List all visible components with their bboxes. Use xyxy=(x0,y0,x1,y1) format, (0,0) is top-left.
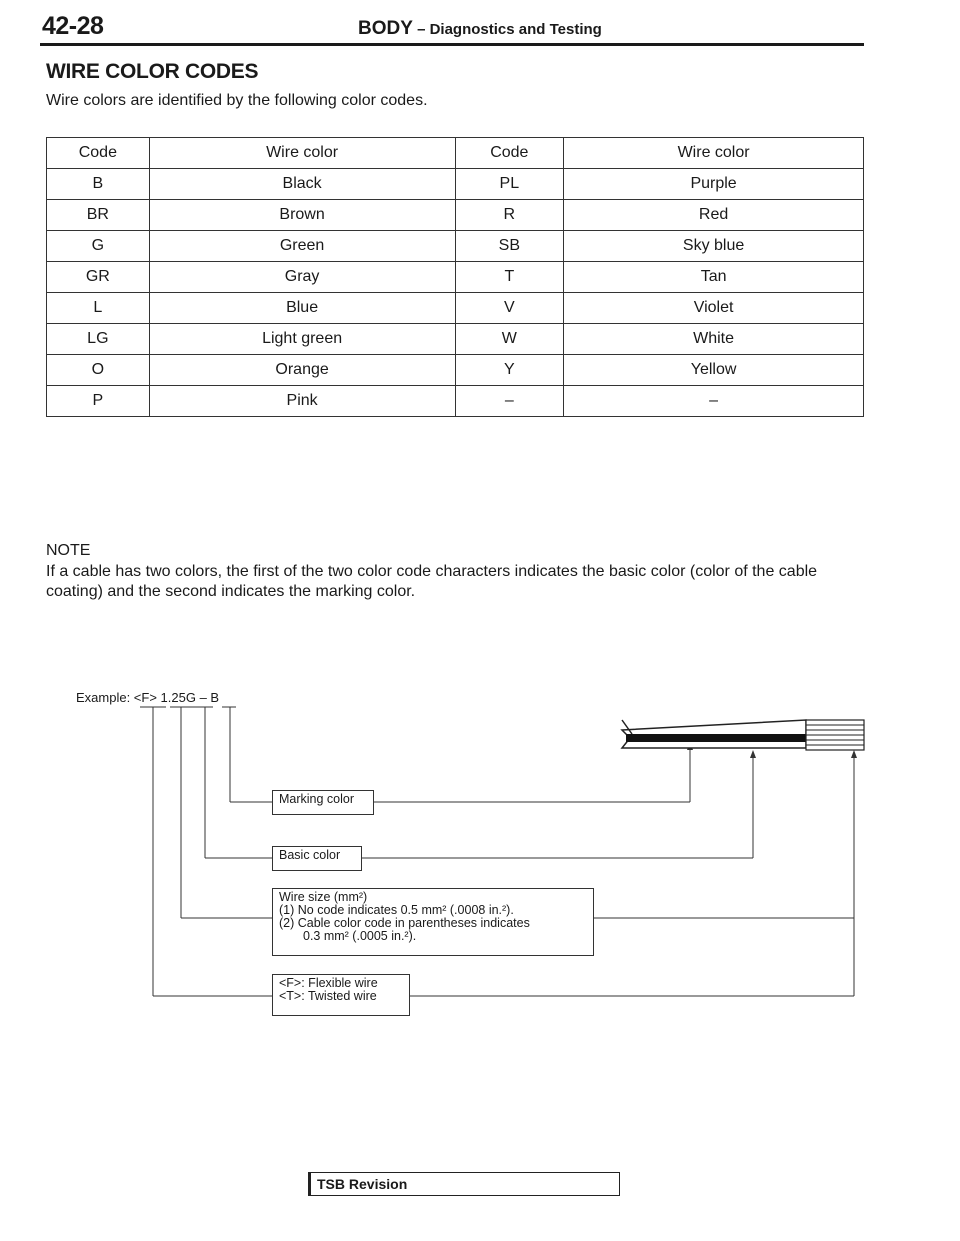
wire-code-diagram xyxy=(0,690,960,1030)
section-title: WIRE COLOR CODES xyxy=(46,60,259,83)
color-cell: Pink xyxy=(149,386,455,417)
page-number: 42-28 xyxy=(42,12,104,40)
code-cell: PL xyxy=(455,169,564,200)
header-title-main: BODY xyxy=(358,18,413,39)
code-cell: B xyxy=(47,169,150,200)
color-cell: Blue xyxy=(149,293,455,324)
marking-color-label: Marking color xyxy=(279,792,355,806)
code-cell: L xyxy=(47,293,150,324)
tsb-revision-label: TSB Revision xyxy=(317,1176,408,1192)
color-cell: Yellow xyxy=(564,355,864,386)
color-cell: Black xyxy=(149,169,455,200)
table-row xyxy=(47,169,864,200)
color-cell: Light green xyxy=(149,324,455,355)
code-cell: V xyxy=(455,293,564,324)
wire-size-title: Wire size (mm²) xyxy=(279,890,368,904)
basic-color-box xyxy=(272,846,362,871)
wire-illustration xyxy=(622,720,864,750)
tsb-revision-box xyxy=(308,1172,620,1196)
wire-color-table xyxy=(46,137,864,417)
code-cell: BR xyxy=(47,200,150,231)
note-text: If a cable has two colors, the first of the two color code characters indicates the basic color (color of the cable coating) and the second indicates the marking color. xyxy=(46,563,818,600)
intro-text: Wire colors are identified by the following color codes. xyxy=(46,92,428,109)
table-row xyxy=(47,355,864,386)
color-cell: White xyxy=(564,324,864,355)
code-cell: GR xyxy=(47,262,150,293)
example-code: Example: <F> 1.25G – B xyxy=(76,690,220,705)
color-cell: Violet xyxy=(564,293,864,324)
wire-size-rule-1: (1) No code indicates 0.5 mm² (.0008 in.²). xyxy=(279,903,514,917)
code-cell: P xyxy=(47,386,150,417)
code-cell: G xyxy=(47,231,150,262)
code-cell: R xyxy=(455,200,564,231)
wire-size-box xyxy=(272,888,594,956)
header-divider xyxy=(40,43,864,46)
code-cell: Y xyxy=(455,355,564,386)
flexible-wire-label: <F>: Flexible wire xyxy=(279,976,378,990)
table-row xyxy=(47,200,864,231)
table-row xyxy=(47,262,864,293)
marking-color-box xyxy=(272,790,374,815)
basic-color-label: Basic color xyxy=(279,848,341,862)
note-label: NOTE xyxy=(46,542,91,559)
header-title xyxy=(358,18,602,40)
header-title-sub: – Diagnostics and Testing xyxy=(412,21,602,38)
color-cell: Brown xyxy=(149,200,455,231)
wire-type-box xyxy=(272,974,410,1016)
header-color-2: Wire color xyxy=(564,138,864,169)
color-cell: Red xyxy=(564,200,864,231)
twisted-wire-label: <T>: Twisted wire xyxy=(279,989,377,1003)
table-row xyxy=(47,386,864,417)
code-cell: – xyxy=(455,386,564,417)
wire-size-rule-2: (2) Cable color code in parentheses indicates xyxy=(279,916,530,930)
color-cell: Sky blue xyxy=(564,231,864,262)
color-cell: Purple xyxy=(564,169,864,200)
color-cell: Tan xyxy=(564,262,864,293)
code-cell: SB xyxy=(455,231,564,262)
code-cell: T xyxy=(455,262,564,293)
color-cell: – xyxy=(564,386,864,417)
code-cell: LG xyxy=(47,324,150,355)
color-cell: Green xyxy=(149,231,455,262)
code-cell: O xyxy=(47,355,150,386)
header-color-1: Wire color xyxy=(149,138,455,169)
code-cell: W xyxy=(455,324,564,355)
color-cell: Orange xyxy=(149,355,455,386)
table-row xyxy=(47,293,864,324)
table-row xyxy=(47,324,864,355)
header-code-1: Code xyxy=(47,138,150,169)
table-row xyxy=(47,231,864,262)
diagram-leader-lines xyxy=(0,690,960,1030)
page-header xyxy=(40,10,864,44)
wire-size-rule-2-cont: 0.3 mm² (.0005 in.²). xyxy=(303,929,417,943)
table-header-row xyxy=(47,138,864,169)
color-cell: Gray xyxy=(149,262,455,293)
header-code-2: Code xyxy=(455,138,564,169)
